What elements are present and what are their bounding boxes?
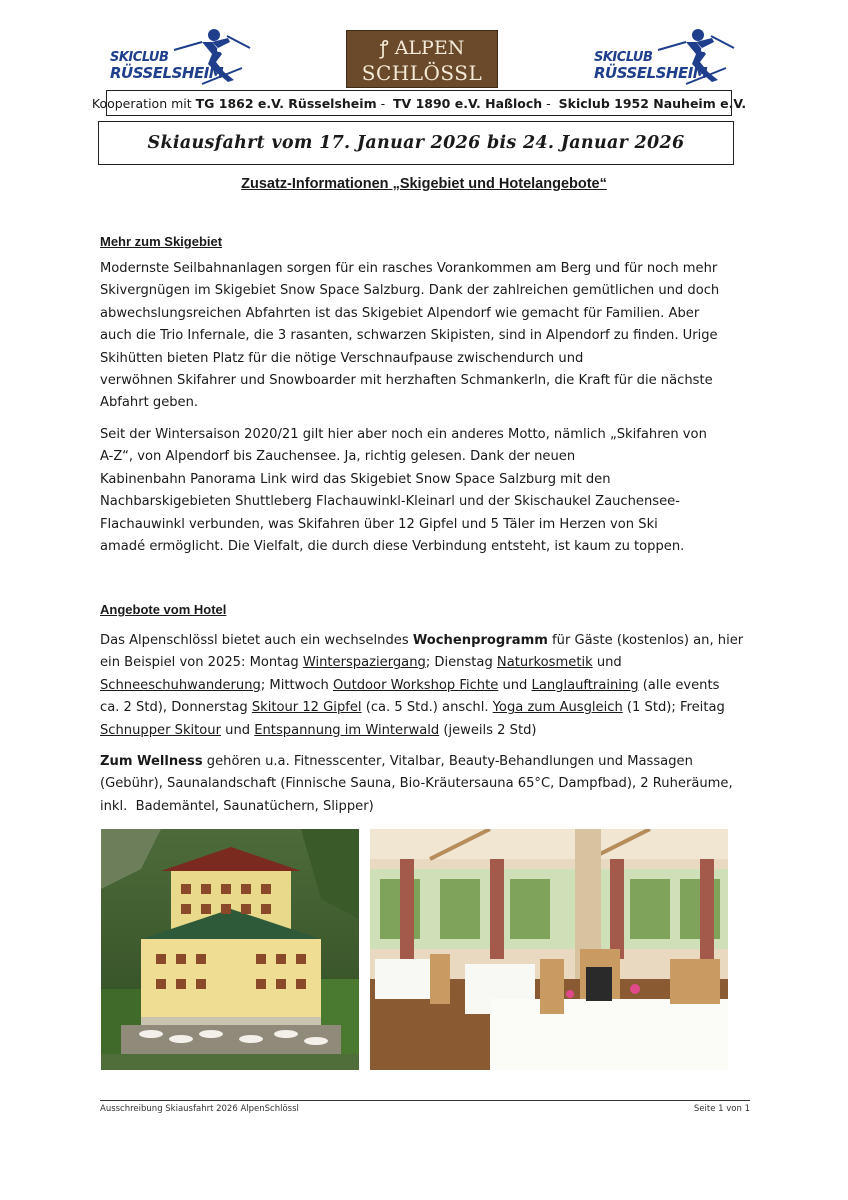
text-line: amadé ermöglicht. Die Vielfalt, die durch diese Verbindung entsteht, ist kaum zu toppen. [100, 539, 685, 555]
text-run: Wochenprogramm [412, 633, 548, 648]
cooperation-text-segment: - [376, 95, 394, 111]
page-title: Skiausfahrt vom 17. Januar 2026 bis 24. Januar 2026 [98, 121, 734, 165]
text-line: abwechslungsreichen Abfahrten ist das Skigebiet Alpendorf wie gemacht für Familien. Aber [100, 305, 700, 321]
text-line [100, 796, 752, 818]
text-line [100, 652, 752, 674]
text-line [100, 773, 752, 795]
restaurant-interior-photo [370, 829, 728, 1070]
text-line [100, 697, 752, 719]
cooperation-text-segment: TV 1890 e.V. Haßloch [393, 95, 543, 111]
alpenschloessl-logo [346, 30, 498, 88]
text-run: (ca. 5 Std.) anschl. [361, 700, 493, 716]
program-item-link: Outdoor Workshop Fichte [333, 677, 499, 693]
paragraph-hotel-program [100, 630, 752, 742]
program-item-link: Schnupper Skitour [100, 722, 221, 738]
logo-left-line1: SKICLUB [110, 50, 169, 65]
text-run: für Gäste (kostenlos) an, hier [547, 633, 744, 648]
section-heading-hotel: Angebote vom Hotel [100, 602, 227, 617]
text-line: Nachbarskigebieten Shuttleberg Flachauwinkl-Kleinarl und der Skischaukel Zauchensee- [100, 494, 680, 510]
program-item-link: Schneeschuhwanderung [100, 677, 261, 693]
logo-right-line2: RÜSSELSHEIM [594, 64, 708, 82]
text-line [100, 675, 752, 697]
cooperation-text-segment: - [542, 95, 559, 111]
text-line: Seit der Wintersaison 2020/21 gilt hier aber noch ein anderes Motto, nämlich „Skifahren von [100, 427, 707, 442]
footer-document-name: Ausschreibung Skiausfahrt 2026 AlpenSchlössl [100, 1104, 299, 1114]
text-run: ; Mittwoch [260, 677, 333, 693]
program-item-link: Naturkosmetik [496, 655, 593, 671]
cooperation-box [91, 90, 747, 116]
text-run: gehören u.a. Fitnesscenter, Vitalbar, Beauty-Behandlungen und Massagen [202, 754, 693, 769]
program-item-link: Skitour 12 Gipfel [251, 700, 362, 716]
text-run: inkl. Bademäntel, Saunatüchern, Slipper) [100, 798, 374, 814]
section-heading-skigebiet: Mehr zum Skigebiet [100, 234, 223, 249]
text-line [100, 630, 752, 652]
text-run: (1 Std); Freitag [622, 700, 725, 716]
text-run: ; Dienstag [425, 655, 497, 671]
footer-page-number: Seite 1 von 1 [693, 1104, 750, 1114]
paragraph-skigebiet-1 [100, 258, 752, 415]
hotel-exterior-photo [101, 829, 359, 1070]
text-line: Skivergnügen im Skigebiet Snow Space Salzburg. Dank der zahlreichen gemütlichen und doch [100, 283, 720, 299]
cooperation-text-segment: TG 1862 e.V. Rüsselsheim [195, 95, 377, 111]
text-run: und [592, 655, 622, 671]
logo-center-line1: ꝭ ALPEN [379, 37, 465, 59]
text-run: (jeweils 2 Std) [439, 722, 537, 738]
text-line: Flachauwinkl verbunden, was Skifahren über 12 Gipfel und 5 Täler im Herzen von Ski [100, 516, 658, 532]
text-line: Abfahrt geben. [100, 395, 199, 411]
logo-left-line2: RÜSSELSHEIM [110, 64, 224, 82]
skiclub-logo-left [110, 28, 250, 92]
program-item-link: Winterspaziergang [302, 655, 426, 671]
document-subtitle: Zusatz-Informationen „Skigebiet und Hotelangebote“ [241, 176, 607, 192]
program-item-link: Yoga zum Ausgleich [492, 700, 623, 716]
text-run: Zum Wellness [100, 754, 203, 769]
text-line [100, 751, 752, 773]
text-run: (alle events [638, 677, 720, 693]
paragraph-hotel-wellness [100, 751, 752, 818]
text-line: Modernste Seilbahnanlagen sorgen für ein rasches Vorankommen am Berg und für noch mehr [100, 261, 718, 276]
text-line: Kabinenbahn Panorama Link wird das Skigebiet Snow Space Salzburg mit den [100, 471, 611, 487]
text-line: A-Z“, von Alpendorf bis Zauchensee. Ja, richtig gelesen. Dank der neuen [100, 449, 576, 465]
text-run: (Gebühr), Saunalandschaft (Finnische Sauna, Bio-Kräutersauna 65°C, Dampfbad), 2 Ruheräume, [100, 776, 733, 792]
text-line: auch die Trio Infernale, die 3 rasanten, schwarzen Skipisten, sind in Alpendorf zu finden. Urige [100, 328, 718, 344]
text-run: ca. 2 Std), Donnerstag [100, 700, 252, 716]
text-run: und [221, 722, 255, 738]
logo-center-line2: SCHLÖSSL [361, 61, 483, 85]
logo-right-line1: SKICLUB [594, 50, 653, 65]
text-line: verwöhnen Skifahrer und Snowboarder mit herzhaften Schmankerln, die Kraft für die nächste [100, 373, 713, 389]
program-item-link: Entspannung im Winterwald [254, 722, 440, 738]
cooperation-text-segment: Skiclub 1952 Nauheim e.V. [558, 95, 747, 111]
paragraph-skigebiet-2 [100, 424, 752, 558]
text-line: Skihütten bieten Platz für die nötige Verschnaufpause zwischendurch und [100, 350, 584, 366]
text-line [100, 720, 752, 742]
program-item-link: Langlauftraining [531, 677, 639, 693]
text-run: Das Alpenschlössl bietet auch ein wechselndes [100, 633, 413, 648]
skiclub-logo-right [594, 28, 734, 92]
text-run: und [498, 677, 532, 693]
text-run: ein Beispiel von 2025: Montag [100, 655, 303, 671]
footer-divider [100, 1100, 750, 1101]
cooperation-text-segment: Kooperation mit [91, 95, 196, 111]
